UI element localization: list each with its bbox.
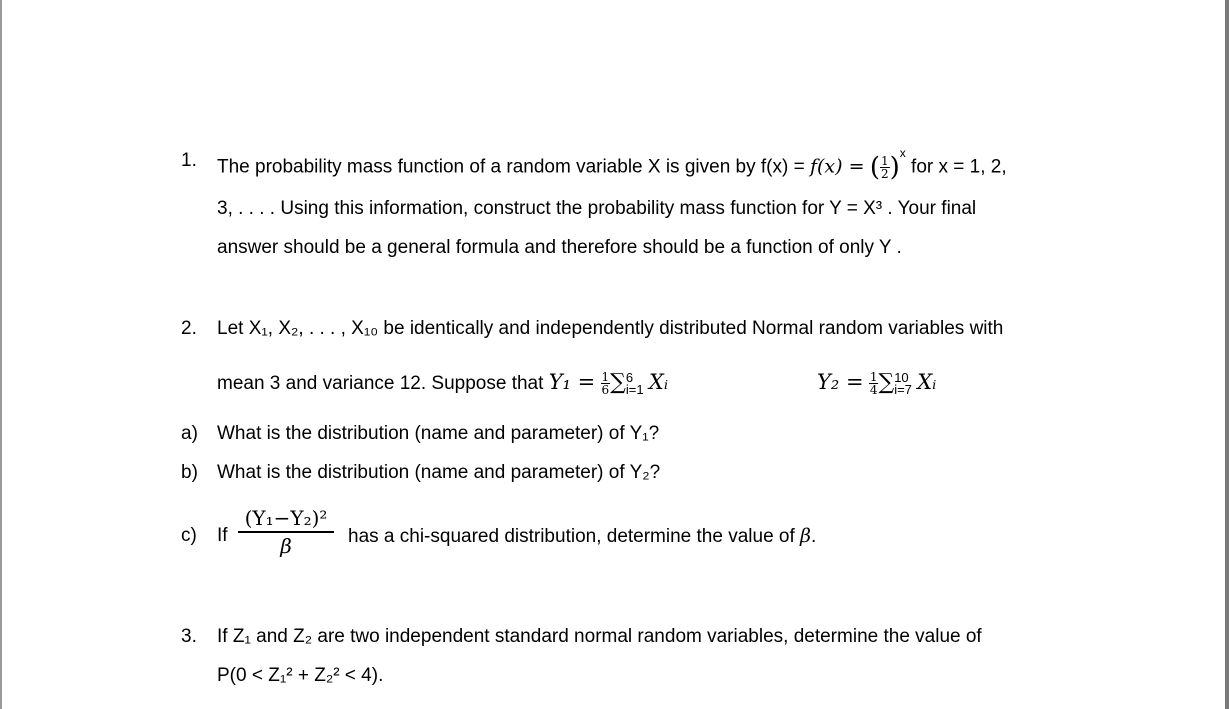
q2-number: 2. — [181, 318, 197, 339]
q2-line1: Let X₁, X₂, . . . , X₁₀ be identically and independently distributed Normal random variables with — [217, 318, 1004, 339]
q1-line1-tail: for x = 1, 2, — [911, 156, 1007, 178]
part-c-beta: β — [800, 525, 812, 547]
y1-term: Xᵢ — [648, 370, 669, 394]
q1-exponent: x — [899, 146, 906, 160]
y2-sum-icon: ∑ — [878, 370, 895, 395]
part-b-label: b) — [181, 462, 198, 483]
q2-line2 — [217, 362, 668, 404]
y2-sum-limits: 10 i=7 — [894, 369, 912, 397]
q1-line2: 3, . . . . Using this information, construct the probability mass function for Y = X³ . Your final — [217, 198, 977, 219]
y1-sum-icon: ∑ — [610, 370, 626, 395]
q1-line1-text: The probability mass function of a random variable X is given by f(x) = — [217, 156, 810, 178]
q1-fx: f(x) = — [809, 155, 865, 178]
y2-equation — [817, 362, 936, 404]
part-c-text: has a chi-squared distribution, determine the value of — [348, 526, 801, 547]
y2-term: Xᵢ — [917, 370, 937, 394]
part-a-label: a) — [181, 423, 198, 444]
part-c-label: c) — [181, 525, 197, 546]
part-a-text: What is the distribution (name and parameter) of Y₁? — [217, 423, 660, 444]
part-c-text-line — [348, 524, 816, 549]
q1-line1 — [217, 141, 1007, 187]
q1-open-paren: ( — [869, 152, 880, 183]
q3-number: 3. — [181, 626, 197, 647]
q3-line2: P(0 < Z₁² + Z₂² < 4). — [217, 665, 384, 686]
y1-fraction: $\frac{1}{6}$ — [601, 370, 610, 398]
part-c-if: If — [217, 525, 228, 546]
part-c-denominator: β — [280, 533, 292, 558]
y2-lhs: Y₂ = — [817, 370, 864, 394]
page-right-border — [1225, 0, 1229, 709]
q1-half-fraction: $\frac{1}{2}$ — [880, 153, 889, 181]
part-c-numerator: (Y₁−Y₂)² — [244, 506, 328, 530]
y2-fraction: $\frac{1}{4}$ — [869, 370, 878, 398]
y1-lhs: Y₁ = — [548, 370, 596, 394]
part-b-text: What is the distribution (name and parameter) of Y₂? — [217, 462, 661, 483]
part-c-fraction — [238, 505, 334, 559]
y1-sum-limits: 6 i=1 — [625, 369, 644, 397]
q1-line3: answer should be a general formula and therefore should be a function of only Y . — [217, 237, 902, 258]
q1-number: 1. — [181, 150, 197, 171]
q1-close-paren: ) — [889, 152, 900, 183]
part-c-period: . — [811, 526, 817, 547]
page-left-border — [0, 0, 2, 709]
q3-line1: If Z₁ and Z₂ are two independent standard normal random variables, determine the value of — [217, 626, 982, 647]
q2-line2-text: mean 3 and variance 12. Suppose that — [217, 373, 544, 394]
